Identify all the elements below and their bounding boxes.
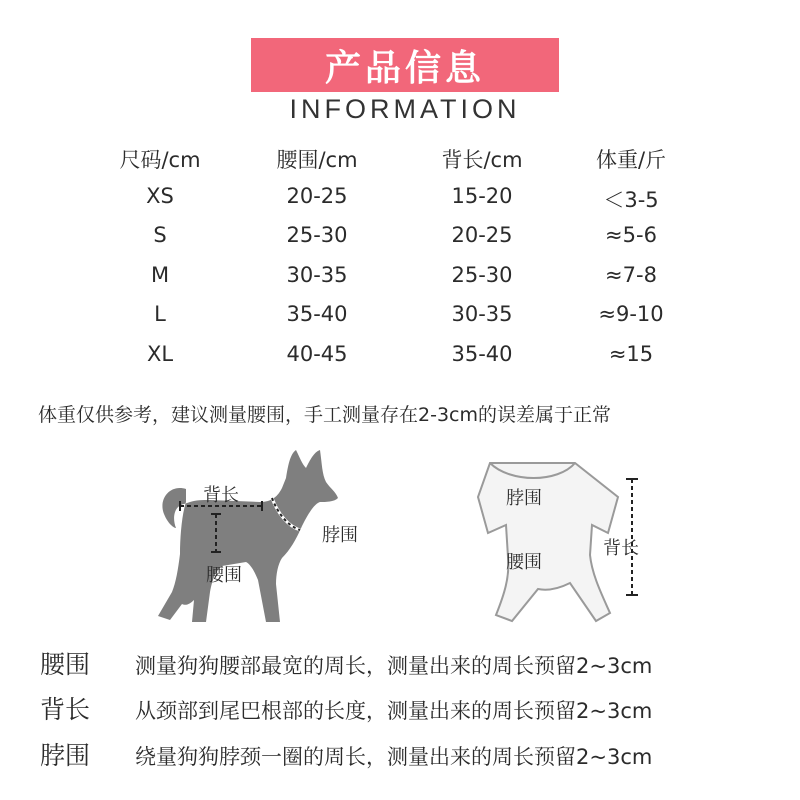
table-cell: 35-40 [451,341,513,366]
table-header-cell: 体重/斤 [595,148,667,172]
measurement-note: 体重仅供参考，建议测量腰围，手工测量存在2-3cm的误差属于正常 [38,404,611,426]
dog-waist-label: 腰围 [206,565,242,586]
table-cell: 25-30 [286,223,348,247]
table-cell: 20-25 [451,223,513,247]
definition-waist [40,645,652,681]
clothes-outline [478,463,618,621]
table-row [0,184,800,224]
table-cell: ≈7-8 [605,262,657,287]
definition-back-length [40,690,652,726]
table-cell: XL [146,341,174,366]
table-cell: 40-45 [286,341,348,366]
page-title: 产品信息 [251,38,559,92]
table-cell: ＜3-5 [603,187,659,212]
table-cell: 25-30 [451,262,513,287]
size-table [0,144,800,381]
table-row [0,223,800,263]
dog-silhouette [158,450,338,622]
definition-term: 腰围 [40,650,91,679]
table-header-cell: 尺码/cm [119,148,201,172]
clothes-back-label: 背长 [603,538,639,559]
table-cell: 30-35 [286,262,348,287]
table-cell: ≈9-10 [598,302,664,326]
table-cell: 15-20 [451,183,513,208]
clothes-neck-label: 脖围 [506,488,542,509]
dog-neck-label: 脖围 [322,525,358,546]
clothes-waist-label: 腰围 [506,552,542,573]
table-header-row [0,144,800,184]
table-cell: 20-25 [286,183,348,208]
definition-term: 脖围 [40,741,91,770]
table-cell: ≈15 [608,341,654,366]
table-cell: XS [146,183,174,208]
table-cell: 35-40 [286,302,348,326]
page-subtitle: INFORMATION [289,94,521,124]
table-row [0,342,800,382]
definition-desc: 测量狗狗腰部最宽的周长，测量出来的周长预留2~3cm [135,654,653,678]
table-cell: 30-35 [451,302,513,326]
definition-desc: 从颈部到尾巴根部的长度，测量出来的周长预留2~3cm [135,699,653,723]
definition-term: 背长 [40,695,91,724]
table-cell: L [154,302,166,326]
table-cell: ≈5-6 [605,223,657,247]
table-header-cell: 背长/cm [441,148,523,172]
table-row [0,302,800,342]
definition-neck [40,736,652,772]
definition-desc: 绕量狗狗脖颈一圈的周长，测量出来的周长预留2~3cm [135,745,653,769]
table-header-cell: 腰围/cm [276,148,358,172]
table-row [0,263,800,303]
table-cell: M [150,262,170,287]
dog-silhouette-illustration [150,444,400,629]
dog-back-label: 背长 [203,485,239,506]
table-cell: S [153,223,167,247]
